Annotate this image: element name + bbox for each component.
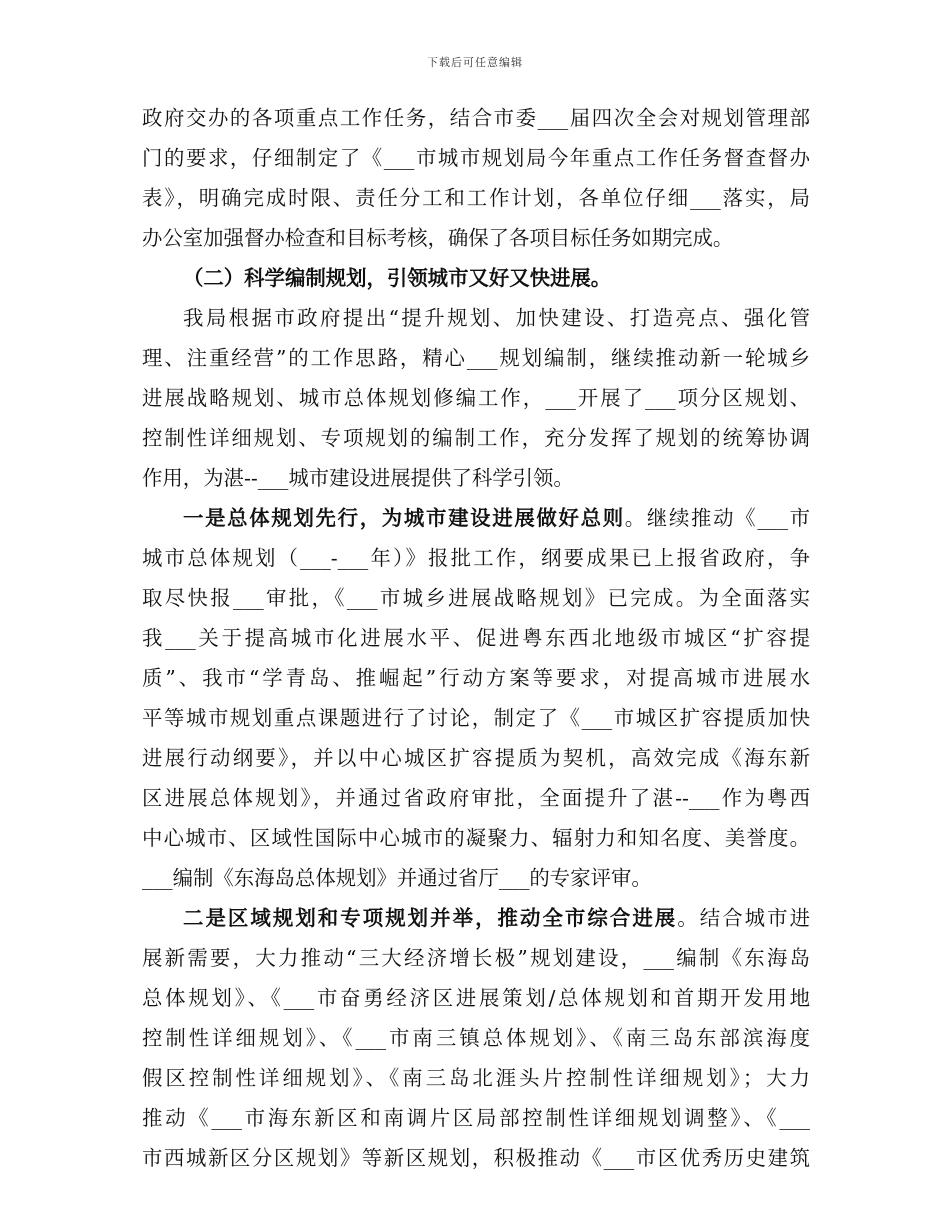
text-line: 门的要求，仔细制定了《___市城市规划局今年重点工作任务督查督办	[142, 146, 810, 170]
text-line: 理、注重经营”的工作思路，精心___规划编制，继续推动新一轮城乡	[142, 346, 810, 370]
text-line	[142, 898, 810, 938]
paragraph	[142, 898, 810, 1178]
text-line	[142, 498, 810, 538]
page-header: 下载后可任意编辑	[427, 56, 523, 69]
paragraph	[142, 498, 810, 898]
text-run: 。继续推动《___市	[624, 506, 810, 530]
text-line: 平等城市规划重点课题进行了讨论，制定了《___市城区扩容提质加快	[142, 706, 810, 730]
text-line: 区进展总体规划》，并通过省政府审批，全面提升了湛--___作为粤西	[142, 786, 810, 810]
text-line: 进展战略规划、城市总体规划修编工作，___开展了___项分区规划、	[142, 386, 810, 410]
text-line: 办公室加强督办检查和目标考核，确保了各项目标任务如期完成。	[142, 226, 734, 250]
text-line: 中心城市、区域性国际中心城市的凝聚力、辐射力和知名度、美誉度。	[142, 826, 810, 850]
section-heading: （二）科学编制规划，引领城市又好又快进展。	[183, 266, 612, 290]
text-line: 推动《___市海东新区和南调片区局部控制性详细规划调整》、《___	[142, 1106, 810, 1130]
bold-lead: 二是区域规划和专项规划并举，推动全市综合进展	[183, 906, 678, 930]
text-line: 我___关于提高城市化进展水平、促进粤东西北地级市城区“扩容提	[142, 626, 810, 650]
text-line: 控制性详细规划》、《___市南三镇总体规划》、《南三岛东部滨海度	[142, 1026, 810, 1050]
paragraph	[142, 98, 810, 258]
text-line: 市西城新区分区规划》等新区规划，积极推动《___市区优秀历史建筑	[142, 1146, 810, 1170]
bold-lead: 一是总体规划先行，为城市建设进展做好总则	[183, 506, 625, 530]
text-run: 。结合城市进	[677, 906, 810, 930]
text-line: 城市总体规划（___-___年）》报批工作，纲要成果已上报省政府，争	[142, 546, 810, 570]
document-body	[142, 98, 810, 1178]
text-line: 取尽快报___审批，《___市城乡进展战略规划》已完成。为全面落实	[142, 586, 810, 610]
text-line: 政府交办的各项重点工作任务，结合市委___届四次全会对规划管理部	[142, 106, 810, 130]
text-line: 总体规划》、《___市奋勇经济区进展策划/总体规划和首期开发用地	[142, 986, 810, 1010]
text-line: 我局根据市政府提出“提升规划、加快建设、打造亮点、强化管	[183, 306, 810, 330]
text-line: 控制性详细规划、专项规划的编制工作，充分发挥了规划的统筹协调	[142, 426, 810, 450]
text-line: 质”、我市“学青岛、推崛起”行动方案等要求，对提高城市进展水	[142, 666, 810, 690]
text-line: 假区控制性详细规划》、《南三岛北涯头片控制性详细规划》；大力	[142, 1066, 810, 1090]
text-line: ___编制《东海岛总体规划》并通过省厅___的专家评审。	[142, 866, 652, 890]
text-line: 进展行动纲要》，并以中心城区扩容提质为契机，高效完成《海东新	[142, 746, 810, 770]
text-line: 作用，为湛--___城市建设进展提供了科学引领。	[142, 466, 574, 490]
text-line: 展新需要，大力推动“三大经济增长极”规划建设，___编制《东海岛	[142, 946, 810, 970]
text-line: 表》，明确完成时限、责任分工和工作计划，各单位仔细___落实，局	[142, 186, 810, 210]
paragraph	[142, 298, 810, 498]
